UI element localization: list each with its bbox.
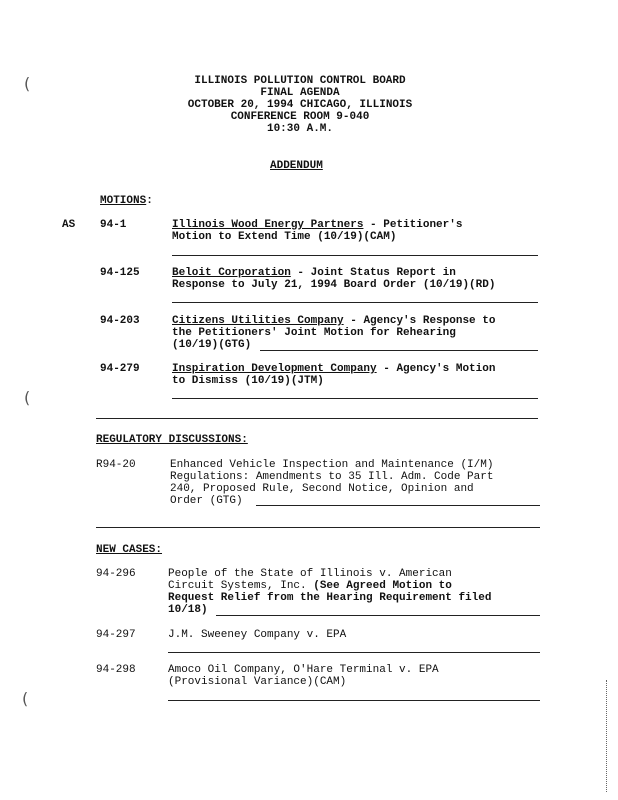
motion-line1: [172, 363, 495, 376]
motion-party: Illinois Wood Energy Partners: [172, 219, 364, 231]
margin-mark: (: [22, 689, 29, 708]
motion-line1-rest: - Joint Status Report in: [290, 267, 456, 279]
motion-initials: AS: [62, 219, 76, 231]
motion-line1-rest: - Petitioner's: [363, 219, 463, 231]
case-line2-text: Circuit Systems, Inc.: [168, 580, 314, 592]
motion-line1-rest: - Agency's Motion: [376, 363, 496, 375]
margin-mark: (: [24, 388, 31, 407]
motion-rule: [172, 302, 538, 303]
regulatory-rule: [256, 505, 540, 506]
motion-line2: Response to July 21, 1994 Board Order (10/19)(RD): [172, 279, 496, 291]
motion-rule: [172, 398, 538, 399]
motion-number: 94-203: [100, 315, 140, 327]
agenda-header: [150, 75, 450, 135]
margin-mark: (: [24, 74, 31, 93]
case-rule: [168, 700, 540, 701]
regulatory-line1: Enhanced Vehicle Inspection and Maintenance (I/M): [170, 459, 494, 471]
case-line1: People of the State of Illinois v. American: [168, 568, 452, 580]
edge-mark: [606, 680, 607, 792]
case-number: 94-296: [96, 568, 136, 580]
case-number: 94-297: [96, 629, 136, 641]
motion-line2: to Dismiss (10/19)(JTM): [172, 375, 324, 387]
header-board-name: ILLINOIS POLLUTION CONTROL BOARD: [194, 75, 406, 87]
case-line2: [168, 580, 452, 593]
case-line1: J.M. Sweeney Company v. EPA: [168, 629, 347, 641]
motion-number: 94-1: [100, 219, 127, 231]
regulatory-line2: Regulations: Amendments to 35 Ill. Adm. Code Part: [170, 471, 494, 483]
motion-line1-rest: - Agency's Response to: [343, 315, 496, 327]
case-line3: Request Relief from the Hearing Requirement filed: [168, 592, 492, 604]
regulatory-line4: Order (GTG): [170, 495, 243, 507]
addendum-heading: ADDENDUM: [270, 160, 323, 172]
motion-line1: [172, 267, 456, 280]
case-number: 94-298: [96, 664, 136, 676]
new-cases-heading: NEW CASES:: [96, 544, 163, 556]
header-agenda-type: FINAL AGENDA: [260, 87, 340, 99]
header-time: 10:30 A.M.: [266, 123, 333, 135]
case-rule: [168, 652, 540, 653]
motion-rule: [172, 255, 538, 256]
motions-heading: [100, 195, 153, 208]
motion-line1: [172, 315, 495, 328]
motion-party: Beloit Corporation: [172, 267, 291, 279]
regulatory-heading: REGULATORY DISCUSSIONS:: [96, 434, 248, 446]
motions-heading-text: MOTIONS: [100, 195, 147, 207]
case-line2-note: (See Agreed Motion to: [313, 580, 452, 592]
section-rule: [96, 527, 540, 528]
motion-party: Citizens Utilities Company: [172, 315, 344, 327]
case-line4: 10/18): [168, 604, 208, 616]
regulatory-line3: 240, Proposed Rule, Second Notice, Opinion and: [170, 483, 474, 495]
header-date-location: OCTOBER 20, 1994 CHICAGO, ILLINOIS: [187, 99, 413, 111]
motion-rule: [260, 350, 538, 351]
motion-line3: (10/19)(GTG): [172, 339, 252, 351]
case-line2: (Provisional Variance)(CAM): [168, 676, 347, 688]
regulatory-number: R94-20: [96, 459, 136, 471]
motion-line1: [172, 219, 462, 232]
section-rule: [96, 418, 538, 419]
case-rule: [216, 615, 540, 616]
motion-number: 94-125: [100, 267, 140, 279]
case-line1: Amoco Oil Company, O'Hare Terminal v. EPA: [168, 664, 439, 676]
motions-heading-colon: :: [146, 195, 153, 207]
motion-line2: Motion to Extend Time (10/19)(CAM): [172, 231, 397, 243]
header-room: CONFERENCE ROOM 9-040: [230, 111, 370, 123]
motion-party: Inspiration Development Company: [172, 363, 377, 375]
motion-number: 94-279: [100, 363, 140, 375]
motion-line2: the Petitioners' Joint Motion for Rehearing: [172, 327, 456, 339]
